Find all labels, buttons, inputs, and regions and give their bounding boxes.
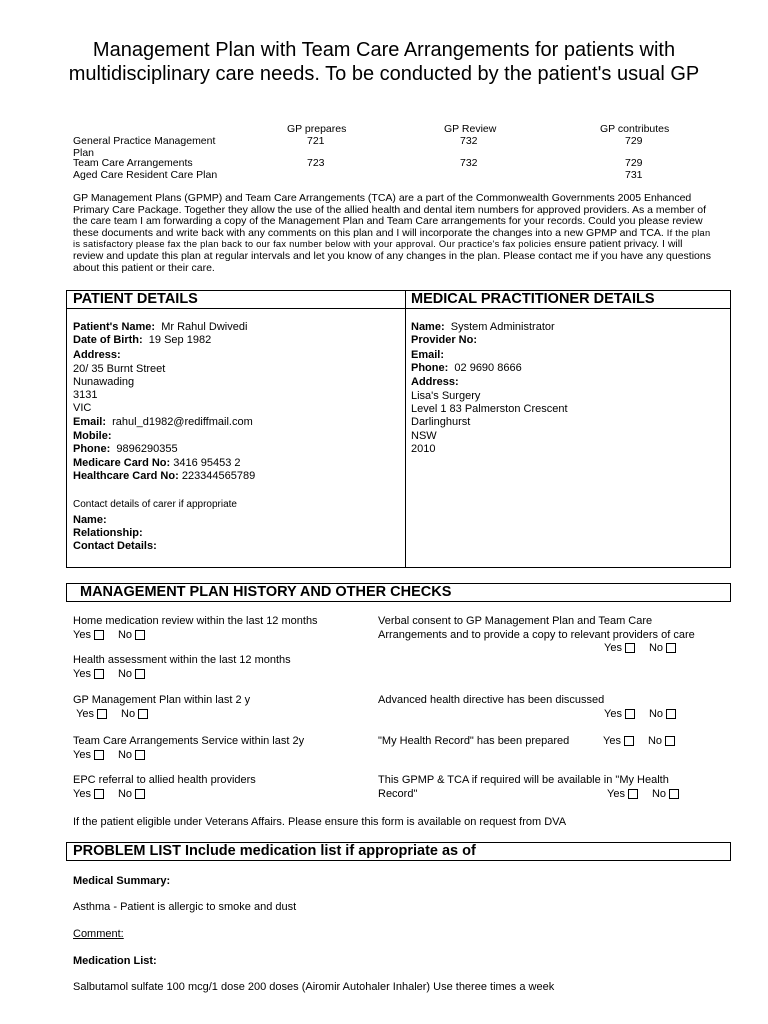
no-checkbox[interactable] [135, 750, 145, 760]
carer-contact-label: Contact Details: [73, 540, 157, 552]
check-label: Team Care Arrangements Service within last 2y [73, 735, 305, 747]
practitioner-email-row [411, 349, 444, 362]
check-advanced-health-directive: Advanced health directive has been discussed Yes No [378, 694, 723, 708]
intro-paragraph [73, 193, 713, 274]
patient-address-line: Nunawading [73, 376, 135, 388]
patient-medicare-row [73, 457, 241, 470]
yes-checkbox[interactable] [94, 669, 104, 679]
check-team-care-arrangements: Team Care Arrangements Service within last 2y Yes No [73, 735, 305, 761]
row-label-gpmp: General Practice Management Plan [73, 135, 216, 159]
no-checkbox[interactable] [666, 709, 676, 719]
check-label: Health assessment within the last 12 months [73, 654, 291, 666]
check-verbal-consent: Verbal consent to GP Management Plan and Team Care Arrangements and to provide a copy to relevant providers of care Yes No [378, 615, 723, 642]
patient-details-header: PATIENT DETAILS [73, 291, 198, 307]
intro-privacy-text: ensure patient privacy. I will review and update this plan at regular intervals and let you know of any changes in the plan. Please contact me if you have any questions about this patient or their care. [73, 238, 711, 274]
cell-value: 732 [460, 157, 478, 169]
patient-phone: 9896290355 [116, 443, 178, 455]
cell-value: 723 [307, 157, 325, 169]
yes-checkbox[interactable] [625, 643, 635, 653]
row-label-aged-care: Aged Care Resident Care Plan [73, 169, 218, 181]
check-label: Advanced health directive has been discussed [378, 694, 605, 706]
carer-relationship-label: Relationship: [73, 527, 143, 539]
medical-summary-label: Medical Summary: [73, 875, 171, 887]
practitioner-address-line: Darlinghurst [411, 416, 471, 428]
check-label: This GPMP & TCA if required will be available in "My Health Record" [378, 774, 669, 800]
dva-note: If the patient eligible under Veterans Affairs. Please ensure this form is available on request from DVA [73, 816, 567, 828]
practitioner-details-header: MEDICAL PRACTITIONER DETAILS [411, 291, 655, 307]
patient-name-label: Patient's Name: [73, 321, 156, 333]
col-header-gp-prepares: GP prepares [287, 123, 347, 135]
check-label: EPC referral to allied health providers [73, 774, 256, 786]
dob-label: Date of Birth: [73, 334, 143, 346]
medicare-label: Medicare Card No: [73, 457, 171, 469]
patient-dob-row [73, 334, 211, 347]
patient-address-line: 20/ 35 Burnt Street [73, 363, 166, 375]
practitioner-address-line: Lisa's Surgery [411, 390, 481, 402]
cell-value: 729 [625, 135, 643, 147]
patient-mobile-row [73, 430, 112, 443]
yes-checkbox[interactable] [625, 709, 635, 719]
intro-text: GP Management Plans (GPMP) and Team Care Arrangements (TCA) are a part of the Commonwealth Governments 2005 Enhanced Primary Care Package. Together they allow the use of the allied health and dental item numbers for approved providers. As a member of the care team I am forwarding a copy of the Management Plan and Team Care arrangements for your records. Could you please review these documents and write back with any comments on this plan and I will incorporate the changes into a new GPMP and TCA. [73, 192, 707, 239]
no-checkbox[interactable] [669, 789, 679, 799]
check-health-assessment: Health assessment within the last 12 months Yes No [73, 654, 291, 680]
patient-address-line: VIC [73, 402, 92, 414]
practitioner-email-label: Email: [411, 349, 445, 361]
row-label-tca: Team Care Arrangements [73, 157, 193, 169]
practitioner-address-label: Address: [411, 376, 459, 388]
practitioner-name-label: Name: [411, 321, 445, 333]
no-checkbox[interactable] [138, 709, 148, 719]
no-checkbox[interactable] [666, 643, 676, 653]
no-checkbox[interactable] [665, 736, 675, 746]
check-gpmp-tca-available: This GPMP & TCA if required will be available in "My Health Record" Yes No [378, 774, 723, 801]
carer-note: Contact details of carer if appropriate [73, 499, 237, 510]
patient-name-row [73, 321, 247, 334]
check-label: "My Health Record" has been prepared [378, 735, 570, 747]
cell-value: 721 [307, 135, 325, 147]
email-label: Email: [73, 416, 107, 428]
no-checkbox[interactable] [135, 789, 145, 799]
document-title: Management Plan with Team Care Arrangements for patients with multidisciplinary care needs. To be conducted by the patient's usual GP [68, 39, 700, 85]
patient-email-row [73, 416, 253, 429]
patient-phone-row [73, 443, 178, 456]
comment-label: Comment: [73, 928, 124, 940]
check-epc-referral: EPC referral to allied health providers Yes No [73, 774, 256, 800]
patient-healthcare: 223344565789 [181, 470, 256, 482]
check-home-medication-review: Home medication review within the last 12 months Yes No [73, 615, 318, 641]
history-header: MANAGEMENT PLAN HISTORY AND OTHER CHECKS [80, 584, 452, 600]
patient-healthcare-row [73, 470, 255, 483]
cell-value: 729 [625, 157, 643, 169]
practitioner-details-box [405, 308, 731, 568]
check-my-health-record-prepared: "My Health Record" has been prepared Yes No [378, 735, 723, 749]
provider-no-row [411, 334, 477, 347]
cell-value: 731 [625, 169, 643, 181]
patient-medicare: 3416 95453 2 [173, 457, 241, 469]
practitioner-phone-row [411, 362, 522, 375]
col-header-gp-contributes: GP contributes [600, 123, 670, 135]
practitioner-name: System Administrator [450, 321, 555, 333]
patient-address-label: Address: [73, 349, 121, 361]
carer-name-label: Name: [73, 514, 107, 526]
check-label: GP Management Plan within last 2 y [73, 694, 251, 706]
practitioner-address-line: 2010 [411, 443, 436, 455]
yes-checkbox[interactable] [94, 630, 104, 640]
practitioner-address-line: NSW [411, 430, 437, 442]
provider-label: Provider No: [411, 334, 478, 346]
yes-checkbox[interactable] [94, 750, 104, 760]
medication-list-label: Medication List: [73, 955, 157, 967]
yes-checkbox[interactable] [624, 736, 634, 746]
check-label: Verbal consent to GP Management Plan and Team Care Arrangements and to provide a copy to relevant providers of care [378, 615, 695, 641]
patient-email: rahul_d1982@rediffmail.com [112, 416, 253, 428]
yes-checkbox[interactable] [97, 709, 107, 719]
no-checkbox[interactable] [135, 630, 145, 640]
practitioner-address-line: Level 1 83 Palmerston Crescent [411, 403, 568, 415]
medical-summary: Asthma - Patient is allergic to smoke and dust [73, 901, 297, 913]
healthcare-label: Healthcare Card No: [73, 470, 179, 482]
problem-list-header: PROBLEM LIST Include medication list if appropriate as of [73, 843, 476, 859]
practitioner-name-row [411, 321, 555, 334]
mobile-label: Mobile: [73, 430, 112, 442]
medication-item: Salbutamol sulfate 100 mcg/1 dose 200 doses (Airomir Autohaler Inhaler) Use theree times a week [73, 981, 555, 993]
patient-address-line: 3131 [73, 389, 98, 401]
practitioner-phone-label: Phone: [411, 362, 449, 374]
no-checkbox[interactable] [135, 669, 145, 679]
check-label: Home medication review within the last 12 months [73, 615, 318, 627]
patient-dob: 19 Sep 1982 [148, 334, 212, 346]
check-gp-management-plan: GP Management Plan within last 2 y Yes No [73, 694, 251, 720]
phone-label: Phone: [73, 443, 111, 455]
practitioner-phone: 02 9690 8666 [454, 362, 522, 374]
yes-checkbox[interactable] [628, 789, 638, 799]
intro-fax-text: If the plan is satisfactory please fax the plan back to our fax number below with your approval. Our practice's fax policies [73, 227, 711, 250]
cell-value: 732 [460, 135, 478, 147]
col-header-gp-review: GP Review [444, 123, 497, 135]
patient-name: Mr Rahul Dwivedi [161, 321, 248, 333]
yes-checkbox[interactable] [94, 789, 104, 799]
